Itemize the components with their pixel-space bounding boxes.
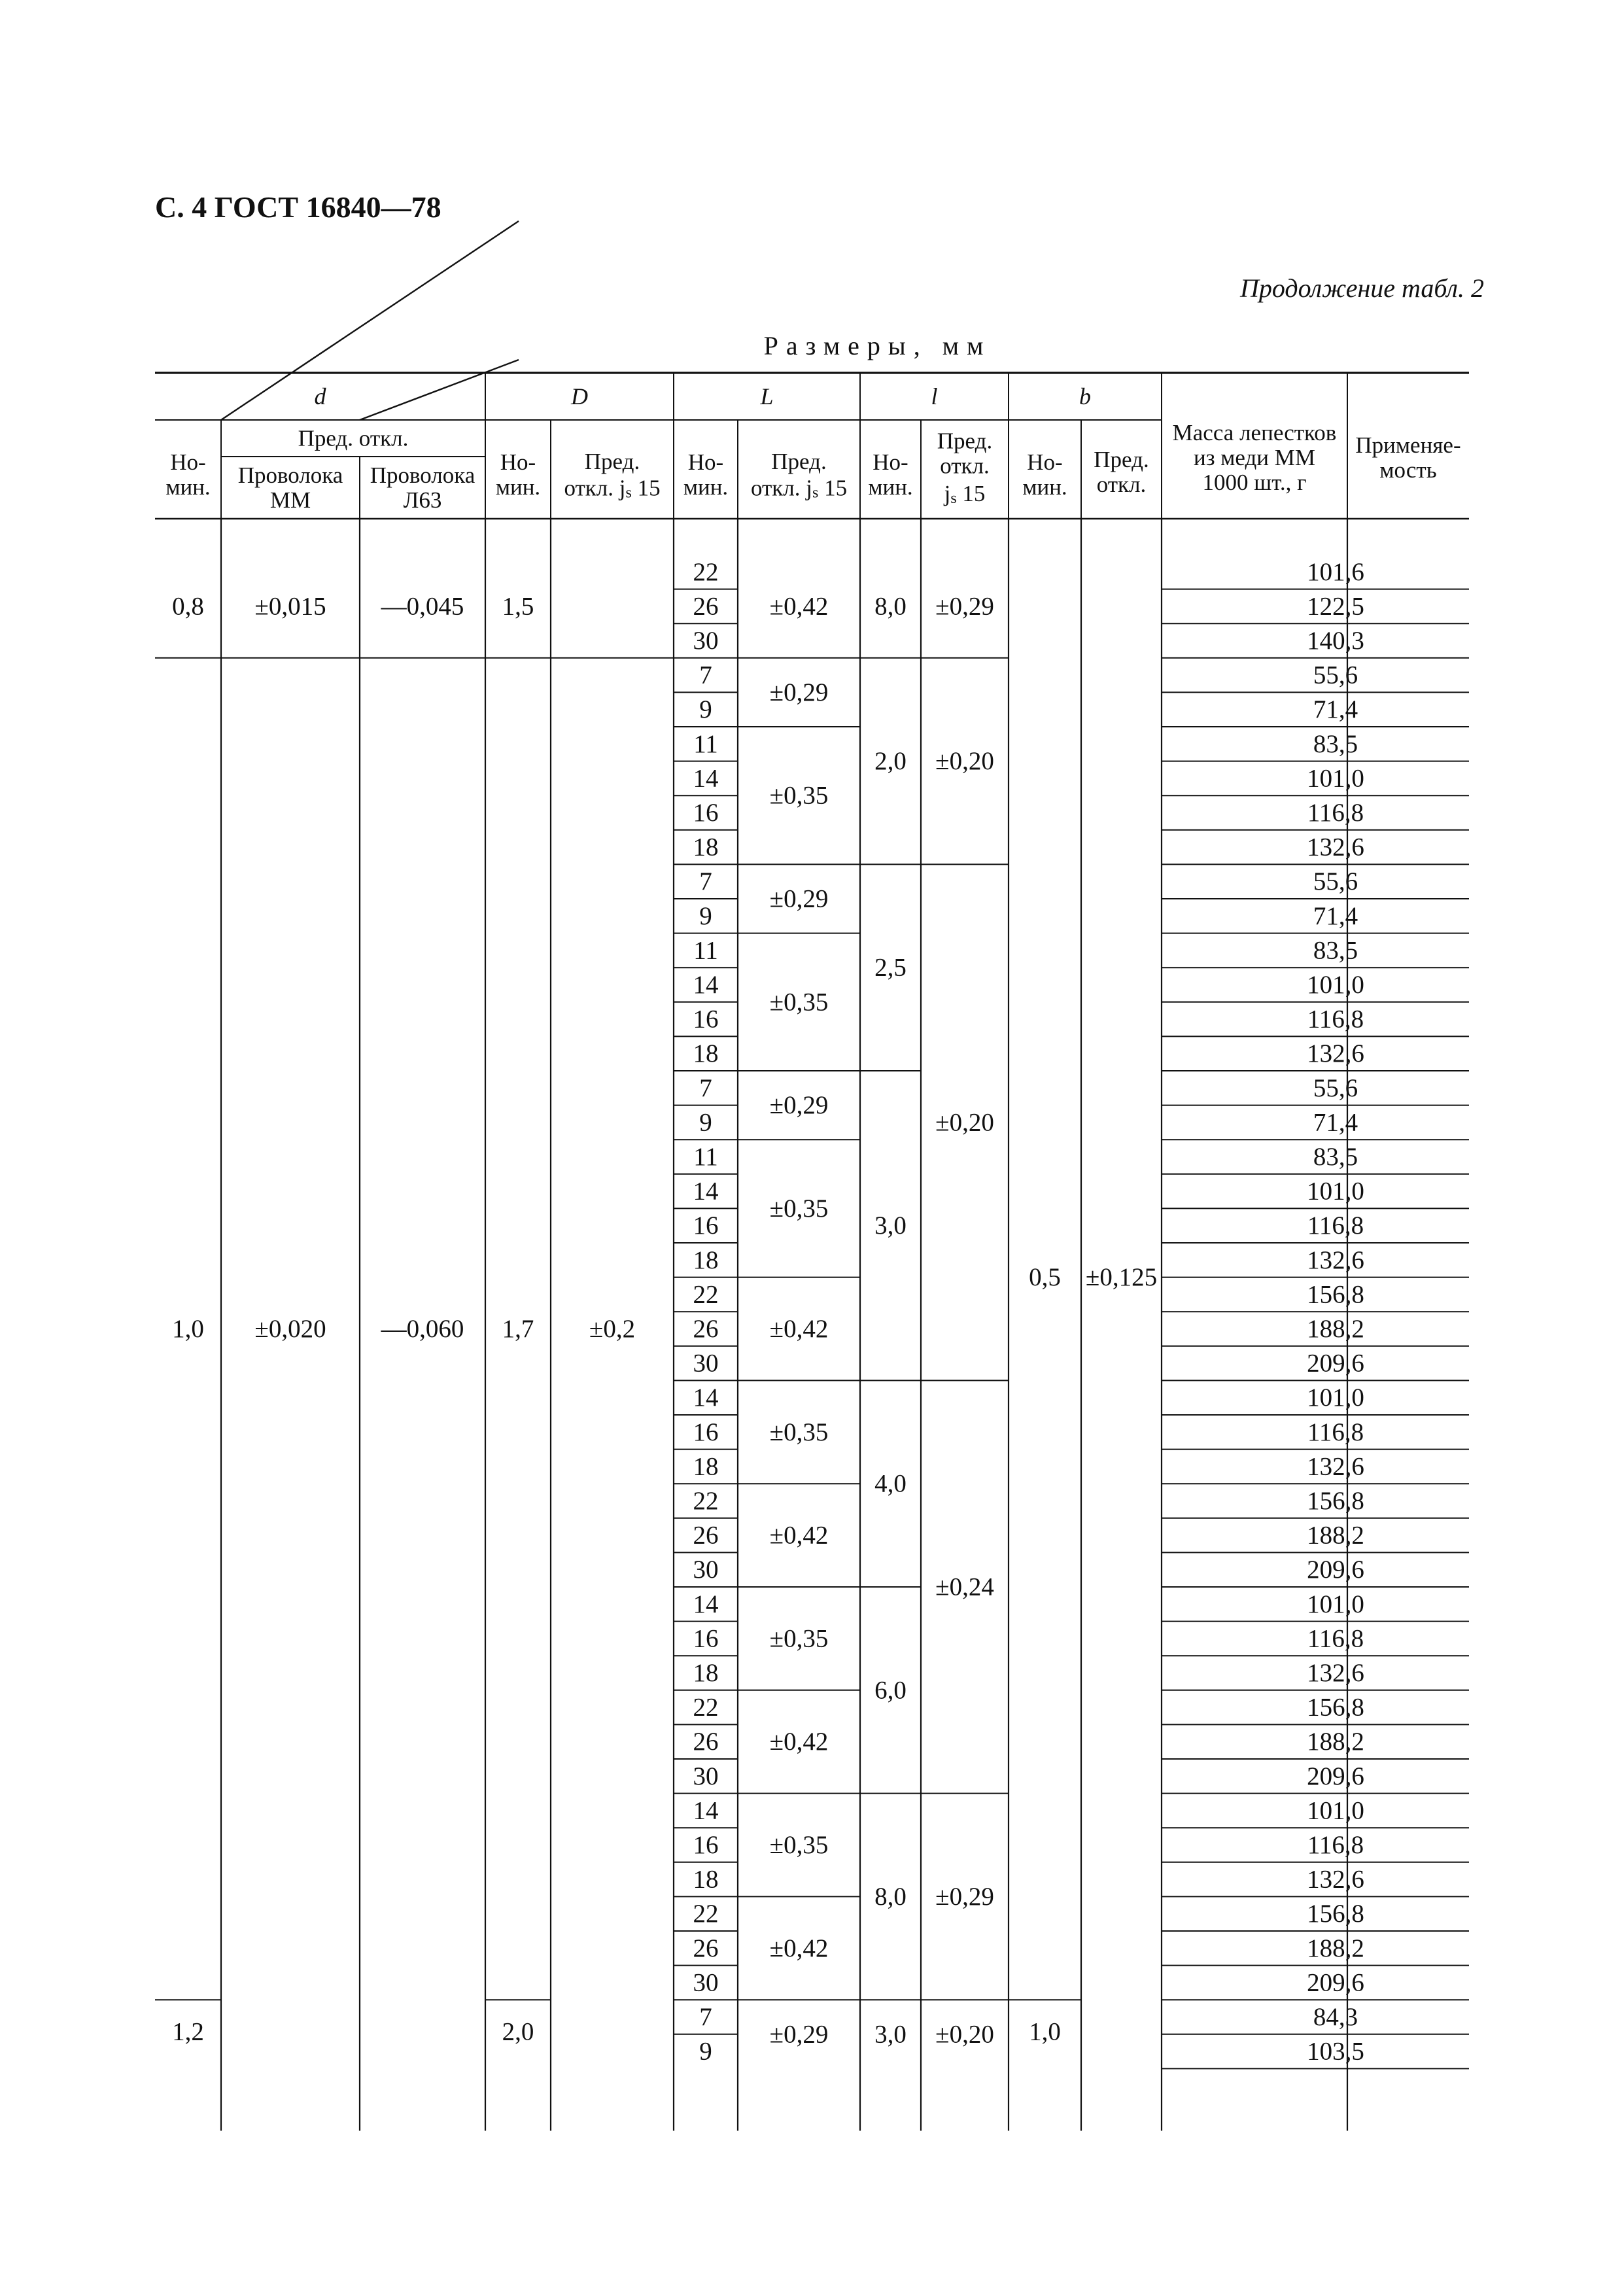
L-nominal-cell: 16	[693, 1624, 719, 1653]
mass-cell: 132,6	[1307, 833, 1364, 861]
mass-cell: 83,5	[1313, 1143, 1358, 1171]
header-D: D	[571, 383, 588, 409]
header-b-tol: Пред.	[1094, 447, 1149, 472]
mass-cell: 103,5	[1307, 2037, 1364, 2066]
L-nominal-cell: 30	[693, 1762, 719, 1790]
L-nominal-cell: 16	[693, 799, 719, 827]
L-nominal-cell: 18	[693, 1245, 719, 1274]
L-nominal-cell: 9	[699, 1108, 712, 1137]
mass-cell: 101,0	[1307, 1796, 1364, 1825]
L-nominal-cell: 26	[693, 592, 719, 621]
l-tolerance-cell: ±0,20	[935, 747, 994, 776]
header-l: l	[931, 383, 938, 409]
L-nominal-cell: 7	[699, 1073, 712, 1102]
mass-cell: 83,5	[1313, 729, 1358, 758]
mass-cell: 71,4	[1313, 695, 1358, 724]
L-nominal-cell: 16	[693, 1831, 719, 1859]
mass-cell: 188,2	[1307, 1315, 1364, 1343]
b-tolerance-cell: ±0,125	[1085, 1263, 1158, 1292]
mass-cell: 156,8	[1307, 1900, 1364, 1928]
L-nominal-cell: 22	[693, 1280, 719, 1309]
L-tolerance-cell: ±0,35	[769, 1418, 829, 1446]
L-tolerance-cell: ±0,35	[769, 1194, 829, 1223]
mass-cell: 132,6	[1307, 1865, 1364, 1894]
l-nominal-cell: 3,0	[874, 2020, 907, 2049]
l-tolerance-cell: ±0,29	[935, 1882, 994, 1911]
L-nominal-cell: 18	[693, 1659, 719, 1687]
header-nomin: мин.	[165, 474, 211, 500]
mass-cell: 156,8	[1307, 1280, 1364, 1309]
l-tolerance-cell: ±0,20	[935, 2020, 994, 2049]
mass-cell: 209,6	[1307, 1762, 1364, 1790]
L-nominal-cell: 16	[693, 1211, 719, 1240]
D-nominal-cell: 1,7	[502, 1315, 534, 1343]
D-tolerance-cell: ±0,2	[589, 1315, 636, 1343]
mass-cell: 116,8	[1307, 1831, 1364, 1859]
L-tolerance-cell: ±0,35	[769, 988, 829, 1017]
L-nominal-cell: 7	[699, 2003, 712, 2031]
L-tolerance-cell: ±0,35	[769, 781, 829, 810]
mass-cell: 55,6	[1313, 1073, 1358, 1102]
mass-cell: 101,0	[1307, 1177, 1364, 1206]
mass-cell: 116,8	[1307, 799, 1364, 827]
L-nominal-cell: 16	[693, 1005, 719, 1034]
mass-cell: 71,4	[1313, 1108, 1358, 1137]
mass-cell: 188,2	[1307, 1934, 1364, 1962]
table-rule	[360, 360, 519, 420]
l-nominal-cell: 6,0	[874, 1676, 907, 1705]
mass-cell: 101,6	[1307, 557, 1364, 586]
L-nominal-cell: 11	[693, 1143, 718, 1171]
mass-cell: 55,6	[1313, 661, 1358, 689]
L-nominal-cell: 14	[693, 1796, 719, 1825]
mass-cell: 101,0	[1307, 764, 1364, 793]
header-b-tol: откл.	[1096, 472, 1147, 497]
header-wire-l63: Л63	[403, 487, 442, 513]
header-wire-l63: Проволока	[370, 462, 475, 488]
mass-cell: 84,3	[1313, 2003, 1358, 2031]
L-nominal-cell: 14	[693, 1177, 719, 1206]
header-nomin: Но-	[872, 449, 908, 475]
L-nominal-cell: 11	[693, 729, 718, 758]
L-nominal-cell: 26	[693, 1521, 719, 1550]
L-nominal-cell: 14	[693, 1590, 719, 1618]
L-tolerance-cell: ±0,35	[769, 1831, 829, 1859]
b-nominal-cell: 1,0	[1029, 2017, 1061, 2046]
L-tolerance-cell: ±0,29	[769, 884, 829, 913]
mass-cell: 132,6	[1307, 1039, 1364, 1068]
mass-cell: 55,6	[1313, 867, 1358, 896]
header-l-tol: $j_s$ 15	[944, 480, 986, 507]
l-nominal-cell: 8,0	[874, 592, 907, 621]
d-tolerance-mm-cell: ±0,020	[254, 1315, 326, 1343]
l-nominal-cell: 2,5	[874, 953, 907, 982]
L-nominal-cell: 18	[693, 833, 719, 861]
mass-cell: 101,0	[1307, 1383, 1364, 1412]
L-nominal-cell: 7	[699, 867, 712, 896]
L-nominal-cell: 11	[693, 936, 718, 965]
mass-cell: 122,5	[1307, 592, 1364, 621]
header-application: мость	[1379, 457, 1437, 483]
L-tolerance-cell: ±0,29	[769, 2020, 829, 2049]
L-nominal-cell: 16	[693, 1418, 719, 1446]
header-l-tol: откл.	[940, 453, 990, 479]
mass-cell: 71,4	[1313, 901, 1358, 930]
L-nominal-cell: 30	[693, 627, 719, 655]
L-tolerance-cell: ±0,42	[769, 1521, 829, 1550]
header-nomin: мин.	[868, 474, 913, 500]
mass-cell: 116,8	[1307, 1211, 1364, 1240]
L-nominal-cell: 14	[693, 764, 719, 793]
d-nominal-cell: 1,2	[172, 2017, 204, 2046]
L-nominal-cell: 7	[699, 661, 712, 689]
D-nominal-cell: 2,0	[502, 2017, 534, 2046]
mass-cell: 132,6	[1307, 1452, 1364, 1481]
l-tolerance-cell: ±0,24	[935, 1573, 994, 1601]
mass-cell: 101,0	[1307, 971, 1364, 999]
header-wire-mm: ММ	[269, 487, 311, 513]
header-wire-mm: Проволока	[237, 462, 343, 488]
mass-cell: 140,3	[1307, 627, 1364, 655]
mass-cell: 116,8	[1307, 1624, 1364, 1653]
L-tolerance-cell: ±0,29	[769, 1091, 829, 1120]
d-nominal-cell: 0,8	[172, 592, 204, 621]
mass-cell: 116,8	[1307, 1418, 1364, 1446]
header-L: L	[760, 383, 774, 409]
L-nominal-cell: 9	[699, 2037, 712, 2066]
L-tolerance-cell: ±0,42	[769, 1934, 829, 1962]
mass-cell: 132,6	[1307, 1659, 1364, 1687]
L-tolerance-cell: ±0,42	[769, 592, 829, 621]
header-L-tol: откл. $j_s$ 15	[750, 475, 848, 502]
L-nominal-cell: 22	[693, 1693, 719, 1722]
header-D-tol: откл. $j_s$ 15	[564, 475, 661, 502]
mass-cell: 188,2	[1307, 1521, 1364, 1550]
mass-cell: 209,6	[1307, 1556, 1364, 1584]
L-nominal-cell: 22	[693, 557, 719, 586]
header-nomin: мин.	[1022, 474, 1067, 500]
mass-cell: 83,5	[1313, 936, 1358, 965]
b-nominal-cell: 0,5	[1029, 1263, 1061, 1292]
d-tolerance-l63-cell: —0,060	[381, 1315, 464, 1343]
header-nomin: мин.	[495, 474, 541, 500]
mass-cell: 209,6	[1307, 1968, 1364, 1997]
L-nominal-cell: 30	[693, 1968, 719, 1997]
L-tolerance-cell: ±0,35	[769, 1624, 829, 1653]
L-nominal-cell: 26	[693, 1934, 719, 1962]
header-d: d	[314, 383, 326, 409]
L-nominal-cell: 9	[699, 901, 712, 930]
header-nomin: Но-	[170, 449, 206, 475]
l-tolerance-cell: ±0,29	[935, 592, 994, 621]
L-nominal-cell: 14	[693, 971, 719, 999]
header-mass: из меди ММ	[1193, 445, 1316, 470]
header-pred-otkl: Пред. откл.	[298, 425, 409, 451]
mass-cell: 156,8	[1307, 1693, 1364, 1722]
units-caption-text: Размеры, мм	[763, 331, 992, 360]
l-nominal-cell: 8,0	[874, 1882, 907, 1911]
mass-cell: 132,6	[1307, 1245, 1364, 1274]
L-tolerance-cell: ±0,42	[769, 1315, 829, 1343]
L-nominal-cell: 22	[693, 1487, 719, 1515]
L-nominal-cell: 18	[693, 1865, 719, 1894]
D-nominal-cell: 1,5	[502, 592, 534, 621]
L-nominal-cell: 14	[693, 1383, 719, 1412]
header-nomin: Но-	[687, 449, 724, 475]
header-nomin: Но-	[500, 449, 536, 475]
L-nominal-cell: 22	[693, 1900, 719, 1928]
page-header: С. 4 ГОСТ 16840—78	[155, 190, 441, 224]
L-nominal-cell: 26	[693, 1315, 719, 1343]
header-mass: Масса лепестков	[1172, 420, 1337, 445]
table-rule	[221, 221, 519, 420]
mass-cell: 116,8	[1307, 1005, 1364, 1034]
L-nominal-cell: 26	[693, 1728, 719, 1756]
header-nomin: Но-	[1027, 449, 1063, 475]
table-continuation-label: Продолжение табл. 2	[1239, 273, 1484, 303]
header-mass: 1000 шт., г	[1202, 470, 1307, 495]
L-nominal-cell: 30	[693, 1349, 719, 1378]
header-L-tol: Пред.	[771, 449, 827, 474]
l-nominal-cell: 2,0	[874, 747, 907, 776]
header-l-tol: Пред.	[937, 428, 993, 454]
L-nominal-cell: 18	[693, 1452, 719, 1481]
header-D-tol: Пред.	[584, 449, 640, 474]
header-b: b	[1079, 383, 1091, 409]
l-nominal-cell: 3,0	[874, 1211, 907, 1240]
mass-cell: 188,2	[1307, 1728, 1364, 1756]
l-tolerance-cell: ±0,20	[935, 1108, 994, 1137]
d-tolerance-mm-cell: ±0,015	[254, 592, 326, 621]
header-application: Применяе-	[1355, 432, 1461, 458]
mass-cell: 101,0	[1307, 1590, 1364, 1618]
L-nominal-cell: 18	[693, 1039, 719, 1068]
mass-cell: 209,6	[1307, 1349, 1364, 1378]
L-tolerance-cell: ±0,42	[769, 1728, 829, 1756]
L-nominal-cell: 30	[693, 1556, 719, 1584]
header-nomin: мин.	[683, 474, 729, 500]
d-tolerance-l63-cell: —0,045	[381, 592, 464, 621]
L-tolerance-cell: ±0,29	[769, 678, 829, 706]
mass-cell: 156,8	[1307, 1487, 1364, 1515]
d-nominal-cell: 1,0	[172, 1315, 204, 1343]
L-nominal-cell: 9	[699, 695, 712, 724]
l-nominal-cell: 4,0	[874, 1469, 907, 1498]
